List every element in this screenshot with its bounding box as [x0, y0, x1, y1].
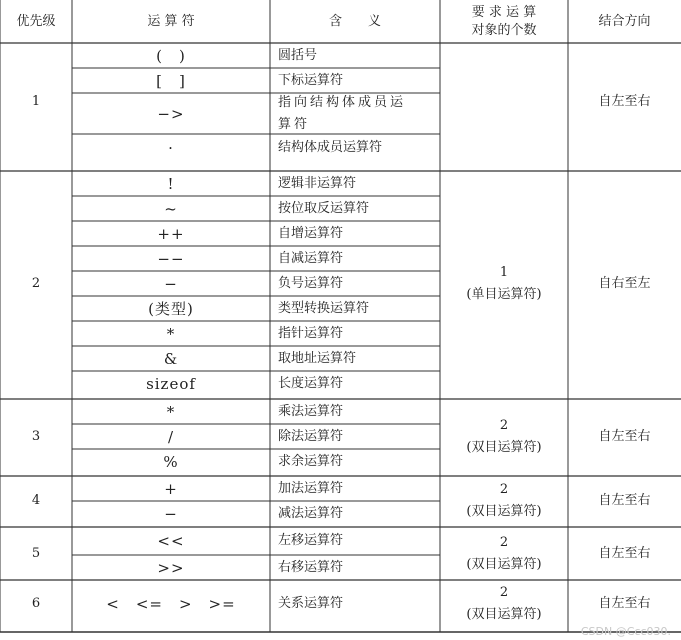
- operator-meaning: 求余运算符: [278, 453, 344, 469]
- operand-count-label: (单目运算符): [466, 286, 542, 302]
- operator-symbol: &: [163, 349, 179, 368]
- priority-cell: 5: [31, 545, 41, 561]
- operator-meaning: 减法运算符: [278, 505, 344, 521]
- operator-meaning: 下标运算符: [278, 72, 344, 88]
- operator-symbol: ~: [164, 199, 178, 218]
- operator-symbol: /: [167, 427, 175, 446]
- operator-meaning: 关系运算符: [278, 596, 344, 611]
- operator-meaning: 加法运算符: [278, 480, 344, 496]
- associativity-cell: 自右至左: [598, 275, 651, 291]
- operator-symbol: <<: [157, 532, 185, 550]
- header-direction: 结合方向: [598, 13, 651, 29]
- header-operand-count-line1: 要 求 运 算: [471, 4, 537, 20]
- priority-cell: 2: [31, 275, 41, 291]
- operator-symbol: *: [166, 324, 176, 343]
- operator-symbol: ( ): [156, 46, 186, 65]
- operator-meaning: 圆括号: [278, 47, 318, 63]
- operator-symbol: *: [166, 402, 176, 421]
- operator-symbol: [ ]: [156, 71, 186, 90]
- operand-count-label: (双目运算符): [466, 556, 542, 572]
- priority-cell: 6: [31, 596, 41, 611]
- operand-count-number: 2: [499, 417, 509, 433]
- associativity-cell: 自左至右: [598, 428, 651, 444]
- operator-symbol: −: [164, 504, 178, 523]
- operator-meaning: 逻辑非运算符: [278, 175, 357, 191]
- operator-meaning: 右移运算符: [278, 559, 344, 575]
- operand-count-cell: [440, 580, 568, 628]
- operator-meaning: 负号运算符: [278, 275, 344, 291]
- associativity-cell: 自左至右: [598, 596, 651, 611]
- operator-symbol: ·: [168, 138, 174, 157]
- operand-count-number: 2: [499, 585, 509, 600]
- associativity-cell: 自左至右: [598, 545, 651, 561]
- operator-symbol: ++: [157, 224, 185, 243]
- operator-symbol: −>: [157, 104, 185, 123]
- header-priority: 优先级: [16, 13, 56, 29]
- operator-symbol: −−: [157, 249, 185, 268]
- header-operator: 运 算 符: [147, 13, 195, 29]
- operator-meaning: 取地址运算符: [278, 350, 357, 366]
- associativity-cell: 自左至右: [598, 493, 651, 508]
- operator-meaning: [270, 93, 440, 134]
- header-operand-count: [440, 0, 568, 43]
- operator-symbol: sizeof: [146, 374, 196, 393]
- operand-count-label: (双目运算符): [466, 607, 542, 622]
- operand-count-number: 2: [499, 534, 509, 550]
- operator-symbol: (类型): [148, 299, 194, 318]
- priority-cell: 1: [31, 94, 41, 109]
- operator-symbol: !: [167, 174, 175, 193]
- header-meaning: 含 义: [328, 13, 381, 29]
- priority-cell: 4: [31, 493, 41, 508]
- operator-meaning: 结构体成员运算符: [278, 139, 383, 155]
- operator-symbol: < <= > >=: [106, 595, 236, 613]
- associativity-cell: 自左至右: [598, 94, 651, 109]
- operator-symbol: +: [164, 479, 178, 498]
- operator-meaning: 除法运算符: [278, 428, 344, 444]
- watermark: CSDN @Ccc030.: [580, 625, 671, 638]
- operator-meaning: 指针运算符: [278, 325, 344, 341]
- operator-meaning-line1: 指向结构体成员运: [278, 94, 407, 110]
- operand-count-cell: [440, 527, 568, 580]
- operator-meaning: 自增运算符: [278, 225, 344, 241]
- operator-meaning: 乘法运算符: [278, 403, 344, 419]
- operator-meaning-line2: 算符: [278, 116, 311, 132]
- operator-meaning: 按位取反运算符: [278, 200, 370, 216]
- operand-count-cell: [440, 43, 568, 161]
- operand-count-cell: [440, 171, 568, 396]
- operator-meaning: 左移运算符: [278, 533, 344, 548]
- operator-symbol: >>: [157, 558, 185, 577]
- operand-count-cell: [440, 399, 568, 474]
- operator-meaning: 类型转换运算符: [278, 300, 370, 316]
- operator-meaning: 长度运算符: [278, 375, 344, 391]
- operand-count-number: 1: [499, 264, 509, 280]
- operand-count-number: 2: [499, 482, 509, 497]
- operand-count-cell: [440, 476, 568, 526]
- operand-count-label: (双目运算符): [466, 504, 542, 519]
- operand-count-label: (双目运算符): [466, 439, 542, 455]
- priority-cell: 3: [31, 428, 41, 444]
- operator-symbol: −: [164, 274, 178, 293]
- operator-symbol: %: [163, 452, 179, 471]
- header-operand-count-line2: 对象的个数: [471, 22, 537, 38]
- operator-meaning: 自减运算符: [278, 250, 344, 266]
